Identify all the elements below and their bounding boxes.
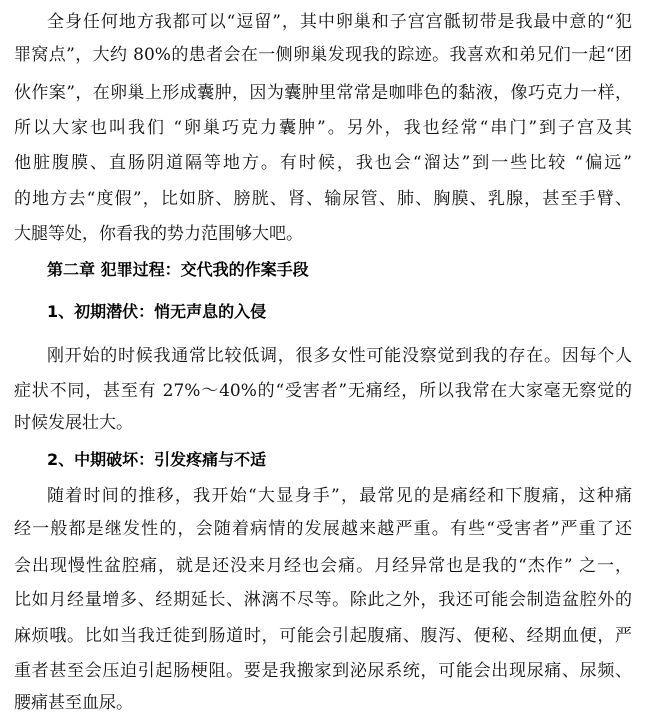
paragraph-1-line-1: 全身任何地方我都可以“逗留”，其中卵巢和子宫宫骶韧带是我最中意的“犯 xyxy=(47,12,632,32)
section-2-line-3: 会出现慢性盆腔痛，就是还没来月经也会痛。月经异常也是我的“杰作” 之一， xyxy=(14,556,632,576)
chapter-title: 第二章 犯罪过程：交代我的作案手段 xyxy=(47,260,309,279)
paragraph-1-line-3: 伙作案”，在卵巢上形成囊肿，因为囊肿里常常是咖啡色的黏液，像巧克力一样， xyxy=(14,83,632,103)
section-2-title: 2、中期破坏：引发疼痛与不适 xyxy=(47,450,267,469)
paragraph-1-line-4: 所以大家也叫我们 “卵巢巧克力囊肿”。另外，我也经常“串门”到子宫及其 xyxy=(14,118,632,138)
section-2-line-2: 经一般都是继发性的，会随着病情的发展越来越严重。有些“受害者”严重了还 xyxy=(14,519,632,539)
paragraph-1-line-6: 的地方去“度假”，比如脐、膀胱、肾、输尿管、肺、胸膜、乳腺，甚至手臂、 xyxy=(14,189,632,209)
paragraph-1-line-5: 他脏腹膜、直肠阴道隔等地方。有时候，我也会“溜达”到一些比较 “偏远” xyxy=(14,153,632,173)
section-2-line-1: 随着时间的推移，我开始“大显身手”，最常见的是痛经和下腹痛，这种痛 xyxy=(47,486,632,506)
paragraph-1-line-7: 大腿等处，你看我的势力范围够大吧。 xyxy=(14,224,303,244)
section-1-line-2: 症状不同，甚至有 27%～40%的“受害者”无痛经，所以我常在大家毫无察觉的 xyxy=(14,381,632,401)
section-1-line-3: 时候发展壮大。 xyxy=(14,413,133,433)
section-1-line-1: 刚开始的时候我通常比较低调，很多女性可能没察觉到我的存在。因每个人 xyxy=(47,346,632,366)
section-2-line-6: 重者甚至会压迫引起肠梗阻。要是我搬家到泌尿系统，可能会出现尿痛、尿频、 xyxy=(14,661,632,681)
section-2-line-7: 腰痛甚至血尿。 xyxy=(14,693,133,713)
section-2-line-5: 麻烦哦。比如当我迁徙到肠道时，可能会引起腹痛、腹泻、便秘、经期血便，严 xyxy=(14,626,632,646)
section-2-line-4: 比如月经量增多、经期延长、淋漓不尽等。除此之外，我还可能会制造盆腔外的 xyxy=(14,590,632,610)
paragraph-1-line-2: 罪窝点”，大约 80%的患者会在一侧卵巢发现我的踪迹。我喜欢和弟兄们一起“团 xyxy=(14,45,632,65)
section-1-title: 1、初期潜伏：悄无声息的入侵 xyxy=(47,302,267,321)
